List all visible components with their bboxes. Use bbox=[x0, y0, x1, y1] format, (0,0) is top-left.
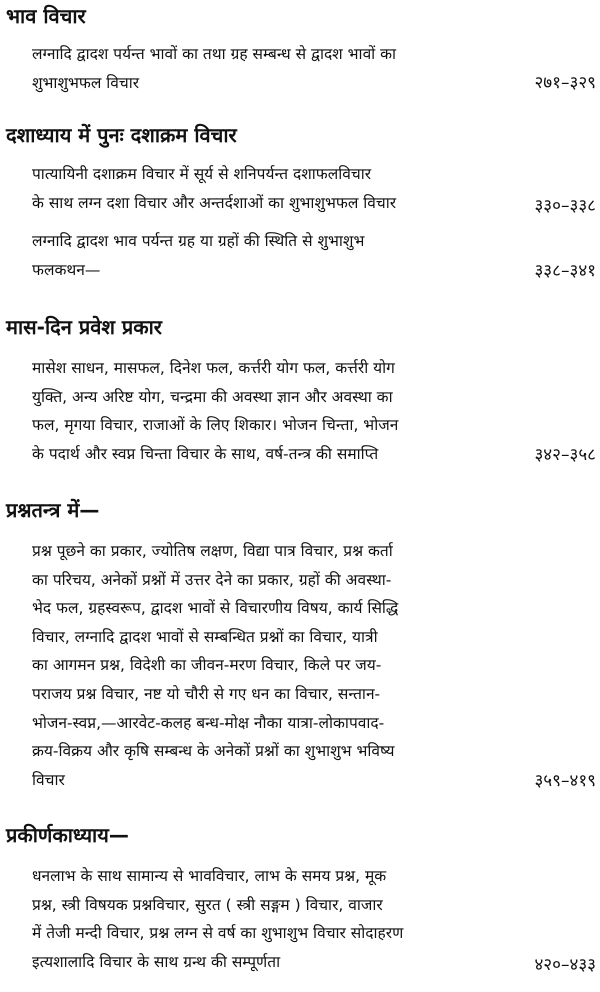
page-range: ४२०–४३३ bbox=[534, 955, 596, 975]
entry-line: विचार, लग्नादि द्वादश भावों से सम्बन्धित प्रश्नों का विचार, यात्री bbox=[32, 627, 378, 646]
entry-line: इत्यशालादि विचार के साथ ग्रन्थ की सम्पूर्णता bbox=[32, 952, 281, 971]
section-heading: भाव विचार bbox=[6, 4, 86, 28]
entry-text bbox=[32, 227, 512, 284]
entry-line: भोजन-स्वप्न,—आरवेट-कलह बन्ध-मोक्ष नौका यात्रा-लोकापवाद- bbox=[32, 713, 385, 732]
entry-text bbox=[32, 354, 512, 468]
entry-text bbox=[32, 537, 512, 794]
entry-line: फलकथन— bbox=[32, 260, 101, 279]
page-range: २७१–३२९ bbox=[534, 73, 596, 93]
entry-line: धनलाभ के साथ सामान्य से भावविचार, लाभ के समय प्रश्न, मूक bbox=[32, 867, 387, 885]
entry-line: लग्नादि द्वादश भाव पर्यन्त ग्रह या ग्रहों की स्थिति से शुभाशुभ bbox=[32, 232, 365, 250]
entry-line: का परिचय, अनेकों प्रश्नों में उत्तर देने का प्रकार, ग्रहों की अवस्था- bbox=[32, 570, 392, 589]
entry-line: विचार bbox=[32, 770, 65, 789]
page-range: ३५९–४१९ bbox=[534, 771, 596, 791]
entry-line: क्रय-विक्रय और कृषि सम्बन्ध के अनेकों प्रश्नों का शुभाशुभ भविष्य bbox=[32, 742, 395, 761]
entry-text bbox=[32, 160, 512, 217]
entry-line: प्रश्न, स्त्री विषयक प्रश्नविचार, सुरत ( स्त्री सङ्गम ) विचार, वाजार bbox=[32, 895, 383, 914]
entry-line: युक्ति, अन्य अरिष्ट योग, चन्द्रमा की अवस्था ज्ञान और अवस्था का bbox=[32, 387, 393, 406]
page-range: ३३०–३३८ bbox=[534, 196, 596, 216]
entry-line: शुभाशुभफल विचार bbox=[32, 73, 140, 92]
entry-line: भेद फल, ग्रहस्वरूप, द्वादश भावों से विचारणीय विषय, कार्य सिद्धि bbox=[32, 599, 399, 618]
entry-line: लग्नादि द्वादश पर्यन्त भावों का तथा ग्रह सम्बन्ध से द्वादश भावों का bbox=[32, 45, 397, 63]
entry-text bbox=[32, 862, 512, 976]
entry-line: के साथ लग्न दशा विचार और अन्तर्दशाओं का शुभाशुभफल विचार bbox=[32, 193, 397, 212]
page-range: ३३८–३४१ bbox=[534, 261, 596, 281]
entry-line: पराजय प्रश्न विचार, नष्ट यो चौरी से गए धन का विचार, सन्तान- bbox=[32, 684, 381, 703]
section-heading: दशाध्याय में पुनः दशाक्रम विचार bbox=[6, 123, 237, 147]
entry-line: के पदार्थ और स्वप्न चिन्ता विचार के साथ, वर्ष-तन्त्र की समाप्ति bbox=[32, 444, 379, 463]
section-heading: मास-दिन प्रवेश प्रकार bbox=[6, 315, 162, 339]
entry-line: का आगमन प्रश्न, विदेशी का जीवन-मरण विचार, किले पर जय- bbox=[32, 656, 382, 675]
entry-line: प्रश्न पूछने का प्रकार, ज्योतिष लक्षण, विद्या पात्र विचार, प्रश्न कर्ता bbox=[32, 542, 393, 560]
entry-line: में तेजी मन्दी विचार, प्रश्न लग्न से वर्ष का शुभाशुभ विचार सोदाहरण bbox=[32, 924, 404, 943]
section-heading: प्रश्नतन्त्र में— bbox=[6, 498, 100, 522]
entry-line: मासेश साधन, मासफल, दिनेश फल, कर्त्तरी योग फल, कर्त्तरी योग bbox=[32, 359, 395, 377]
page-range: ३४२–३५८ bbox=[534, 445, 596, 465]
section-heading: प्रकीर्णकाध्याय— bbox=[6, 823, 129, 847]
entry-line: पात्यायिनी दशाक्रम विचार में सूर्य से शनिपर्यन्त दशाफलविचार bbox=[32, 165, 372, 183]
entry-text bbox=[32, 40, 512, 97]
entry-line: फल, मृगया विचार, राजाओं के लिए शिकार। भोजन चिन्ता, भोजन bbox=[32, 416, 399, 435]
